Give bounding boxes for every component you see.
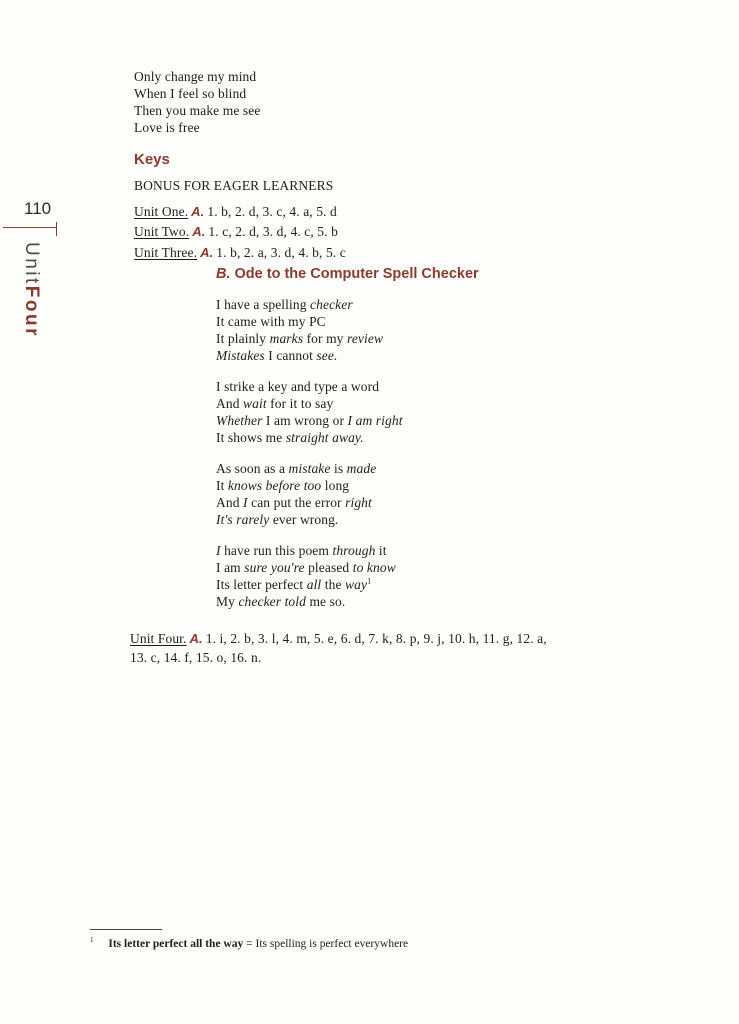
poem-text-italic: straight away.: [285, 430, 364, 445]
poem-text: As soon as a: [216, 461, 289, 476]
poem-line: [216, 348, 337, 365]
unit-two-keys: 1. c, 2. d, 3. d, 4. c, 5. b: [208, 224, 338, 239]
footnote-definition: = Its spelling is perfect everywhere: [243, 938, 409, 950]
poem-title: [216, 266, 479, 282]
poem-line: [216, 543, 387, 560]
poem-text-italic: way: [345, 577, 368, 592]
poem-line: [216, 314, 326, 331]
unit-three-answers: [134, 245, 346, 262]
poem-line: [216, 297, 353, 314]
footnote-term: Its letter perfect all the way: [108, 938, 244, 950]
poem-line: [216, 512, 338, 529]
poem-text: Its letter perfect: [216, 577, 307, 592]
poem-text: It came with my PC: [216, 314, 326, 329]
poem-line: [216, 430, 364, 447]
poem-text-italic: mistake: [288, 461, 331, 476]
poem-text-italic: I am right: [347, 413, 403, 428]
poem-text: I have a spelling: [216, 297, 311, 312]
poem-text: me so.: [305, 594, 346, 609]
page-number-rule: [3, 227, 56, 228]
poem-text-italic: knows before too: [227, 478, 322, 493]
poem-text-italic: I: [216, 543, 221, 558]
poem-text: have run this poem: [220, 543, 333, 558]
poem-text: I am wrong or: [262, 413, 348, 428]
poem-text-italic: checker told: [238, 594, 306, 609]
unit-two-label: Unit Two.: [134, 224, 190, 239]
poem-line: [216, 577, 371, 594]
keys-heading: Keys: [134, 151, 170, 168]
poem-text-italic: see.: [316, 348, 338, 363]
poem-text-italic: checker: [310, 297, 353, 312]
poem-line: [216, 379, 379, 396]
poem-text: It shows me: [216, 430, 286, 445]
poem-text: It: [216, 478, 228, 493]
unit-four-part: A.: [189, 631, 203, 646]
side-tab-unit: Unit: [21, 242, 42, 286]
poem-text: I cannot: [264, 348, 317, 363]
footnote-marker: 1: [90, 936, 94, 945]
poem-text: for it to say: [266, 396, 334, 411]
poem-text: I am: [216, 560, 245, 575]
unit-one-label: Unit One.: [134, 204, 189, 219]
poem-text: for my: [303, 331, 348, 346]
unit-two-part: A.: [192, 224, 206, 239]
poem-text-italic: Mistakes: [216, 348, 265, 363]
poem-text-italic: I: [243, 495, 248, 510]
poem-text: And: [216, 495, 244, 510]
unit-four-label: Unit Four.: [130, 631, 187, 646]
unit-two-answers: [134, 224, 338, 241]
poem-line: [216, 560, 396, 577]
poem-text: is: [330, 461, 347, 476]
poem-line: [216, 594, 345, 611]
poem-text-italic: through: [332, 543, 376, 558]
unit-four-keys-line1: 1. i, 2. b, 3. l, 4. m, 5. e, 6. d, 7. k, 8. p, 9. j, 10. h, 11. g, 12. a,: [205, 631, 547, 646]
unit-four-answers: [130, 631, 547, 648]
poem-title-part: B.: [216, 266, 231, 282]
poem-text: pleased: [304, 560, 353, 575]
poem-line: [216, 396, 333, 413]
poem-line: [216, 495, 372, 512]
poem-text-italic: Whether: [216, 413, 263, 428]
song-line: Love is free: [134, 120, 200, 135]
poem-text-italic: right: [345, 495, 372, 510]
unit-one-part: A.: [191, 204, 205, 219]
unit-three-label: Unit Three.: [134, 245, 198, 260]
unit-four-answers-cont: 13. c, 14. f, 15. o, 16. n.: [130, 650, 262, 665]
poem-text: I strike a key and type a word: [216, 379, 380, 394]
poem-text-italic: wait: [243, 396, 267, 411]
poem-line: [216, 331, 383, 348]
poem-text: It plainly: [216, 331, 270, 346]
poem-text: And: [216, 396, 244, 411]
unit-three-keys: 1. b, 2. a, 3. d, 4. b, 5. c: [216, 245, 346, 260]
poem-text: the: [321, 577, 346, 592]
footnote: [90, 938, 408, 950]
poem-text-italic: to know: [352, 560, 396, 575]
footnote-rule: [90, 929, 162, 930]
poem-text: it: [375, 543, 387, 558]
poem-text: can put the error: [247, 495, 346, 510]
bonus-heading: BONUS FOR EAGER LEARNERS: [134, 178, 334, 193]
poem-line: [216, 478, 349, 495]
side-tab-rule: [56, 222, 57, 236]
poem-title-text: Ode to the Computer Spell Checker: [234, 266, 479, 282]
poem-text: My: [216, 594, 239, 609]
poem-line: [216, 413, 403, 430]
poem-text-italic: made: [346, 461, 377, 476]
song-line: When I feel so blind: [134, 86, 247, 101]
poem-text: ever wrong.: [269, 512, 339, 527]
side-tab-four: Four: [21, 285, 42, 339]
poem-line: [216, 461, 376, 478]
unit-one-keys: 1. b, 2. d, 3. c, 4. a, 5. d: [207, 204, 337, 219]
poem-text: long: [321, 478, 350, 493]
poem-text-italic: marks: [269, 331, 304, 346]
page-number: 110: [24, 199, 52, 218]
poem-text-italic: all: [306, 577, 322, 592]
poem-text-italic: It's rarely: [216, 512, 270, 527]
side-tab: [20, 242, 42, 338]
poem-text-italic: review: [347, 331, 384, 346]
song-line: Only change my mind: [134, 69, 257, 84]
song-line: Then you make me see: [134, 103, 261, 118]
footnote-ref: 1: [367, 576, 372, 586]
unit-three-part: A.: [200, 245, 214, 260]
poem-text-italic: sure you're: [244, 560, 305, 575]
unit-one-answers: [134, 204, 337, 221]
